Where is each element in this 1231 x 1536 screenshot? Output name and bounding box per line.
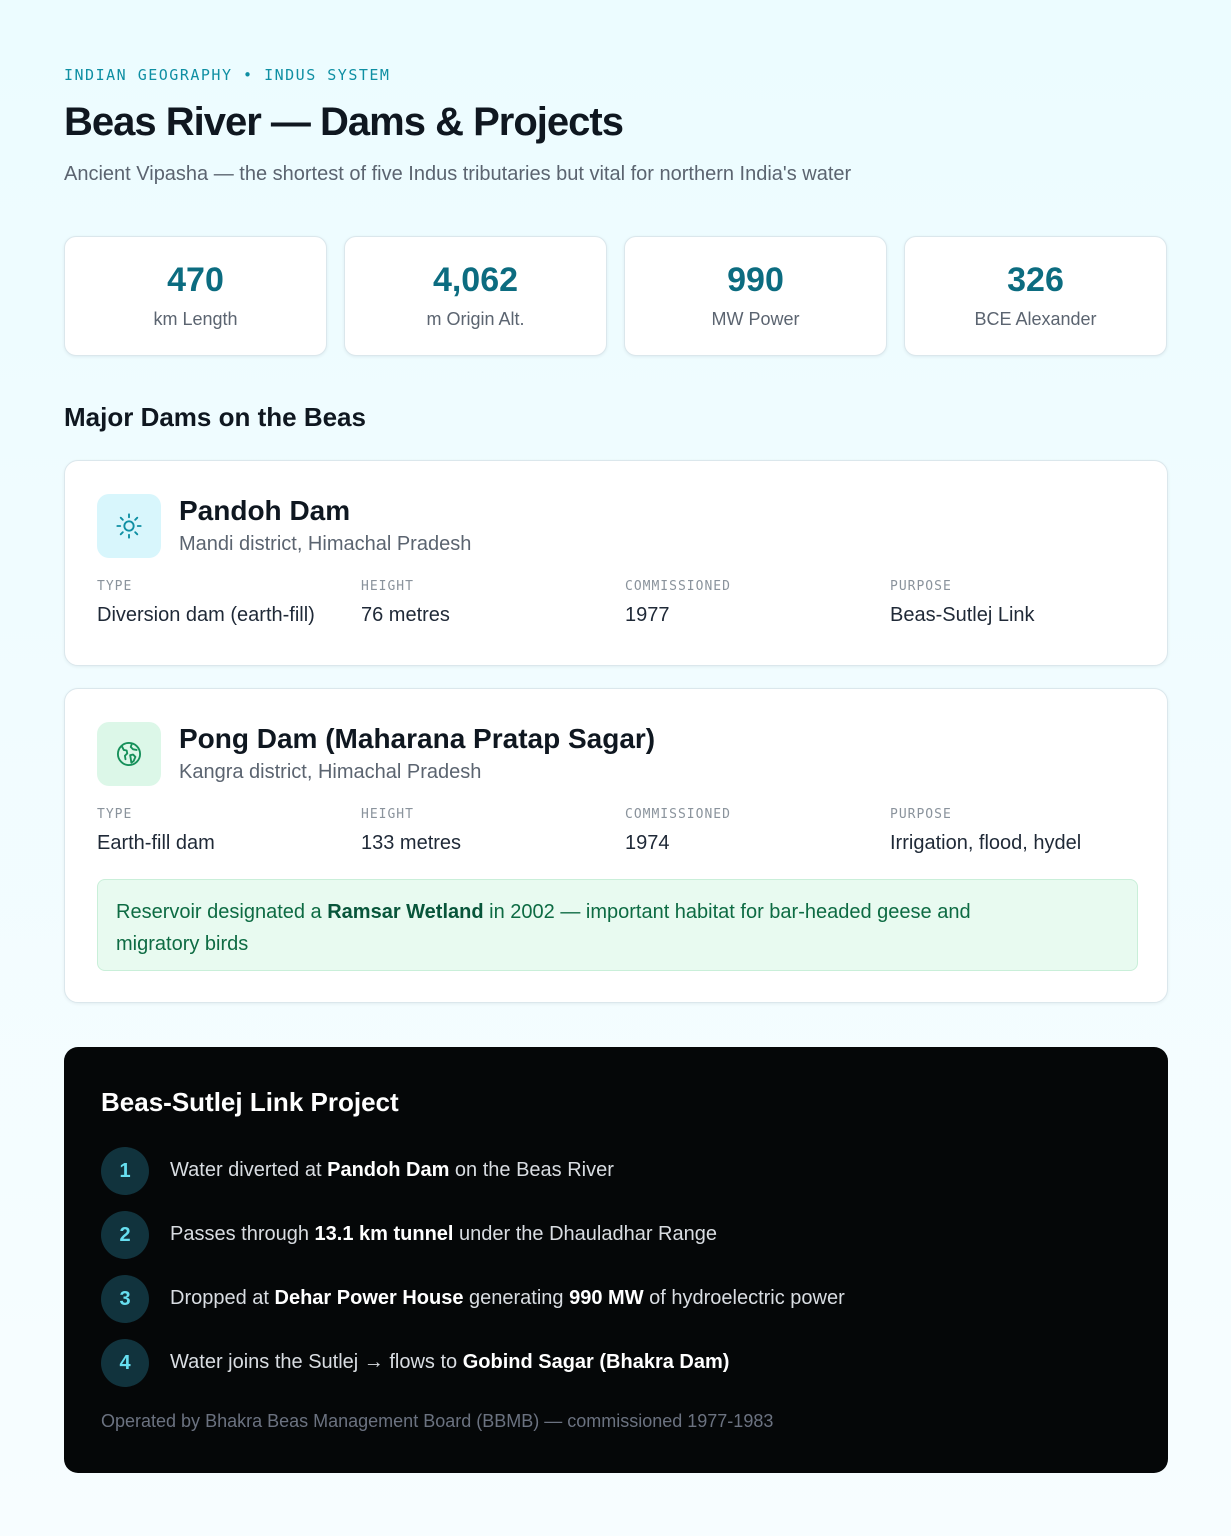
field-key: PURPOSE [890, 807, 952, 822]
field-value: 1977 [625, 604, 670, 626]
link-project-heading: Beas-Sutlej Link Project [101, 1087, 399, 1117]
field-key: TYPE [97, 807, 133, 822]
note-highlight: Ramsar Wetland [327, 901, 484, 923]
stat-value: 470 [167, 261, 224, 299]
stat-value: 4,062 [432, 261, 519, 299]
dam-name: Pandoh Dam [179, 495, 351, 526]
page-title: Beas River — Dams & Projects [64, 100, 623, 144]
field-value: Diversion dam (earth-fill) [97, 604, 315, 626]
field-key: TYPE [97, 579, 133, 594]
field-key: COMMISSIONED [625, 579, 731, 594]
step-text [170, 1351, 729, 1374]
step-text-part: on the Beas River [449, 1159, 614, 1181]
step-text-part: generating [463, 1287, 570, 1309]
dam-field-purpose [890, 579, 1150, 627]
stat-card-origin-altitude [344, 236, 607, 356]
step-text-bold: 13.1 km tunnel [314, 1223, 454, 1245]
field-value: 1974 [625, 832, 670, 854]
dam-icon-box [97, 494, 161, 558]
step-text-part: Water diverted at [170, 1159, 328, 1181]
stat-card-alexander [904, 236, 1167, 356]
step-text-part: under the Dhauladhar Range [453, 1223, 717, 1245]
stat-value: 326 [1007, 261, 1064, 299]
step-item [101, 1147, 1121, 1195]
step-text-bold: Gobind Sagar (Bhakra Dam) [462, 1351, 730, 1373]
step-text-part: Water joins the Sutlej → flows to [170, 1351, 463, 1373]
stat-value: 990 [727, 261, 784, 299]
step-text-part: Passes through [170, 1223, 315, 1245]
field-key: HEIGHT [361, 579, 414, 594]
step-number: 2 [101, 1211, 149, 1259]
step-item [101, 1275, 1121, 1323]
link-project-panel [64, 1047, 1168, 1473]
step-text [170, 1223, 717, 1246]
eyebrow: INDIAN GEOGRAPHY • INDUS SYSTEM [64, 66, 391, 84]
dam-name: Pong Dam (Maharana Pratap Sagar) [179, 723, 656, 754]
note-text: in 2002 — important habitat for bar-headed geese and [483, 901, 971, 923]
stat-label: m Origin Alt. [426, 309, 525, 329]
globe-icon [115, 740, 143, 768]
step-item [101, 1211, 1121, 1259]
stat-label: km Length [153, 309, 238, 329]
stat-card-length [64, 236, 327, 356]
dam-location: Kangra district, Himachal Pradesh [179, 761, 482, 783]
sun-icon [115, 512, 143, 540]
dam-card-pandoh [64, 460, 1168, 666]
field-value: 76 metres [361, 604, 450, 626]
field-value: 133 metres [361, 832, 462, 854]
stat-card-power [624, 236, 887, 356]
field-value: Earth-fill dam [97, 832, 215, 854]
stats-row [64, 236, 1168, 356]
step-number: 4 [101, 1339, 149, 1387]
dam-field-purpose [890, 807, 1150, 855]
step-text-part: of hydroelectric power [643, 1287, 845, 1309]
note-text: Reservoir designated a [116, 901, 328, 923]
dams-section-heading: Major Dams on the Beas [64, 402, 366, 432]
note-text: migratory birds [116, 933, 249, 955]
step-text [170, 1287, 845, 1310]
dam-field-commissioned [625, 579, 885, 627]
field-key: PURPOSE [890, 579, 952, 594]
page-subtitle: Ancient Vipasha — the shortest of five Indus tributaries but vital for northern India's water [64, 163, 852, 185]
dam-field-height [361, 579, 621, 627]
dam-field-commissioned [625, 807, 885, 855]
link-project-footer: Operated by Bhakra Beas Management Board (BBMB) — commissioned 1977-1983 [101, 1411, 774, 1431]
step-text [170, 1159, 614, 1182]
field-value: Irrigation, flood, hydel [890, 832, 1082, 854]
stat-label: MW Power [711, 309, 800, 329]
stat-label: BCE Alexander [974, 309, 1097, 329]
field-value: Beas-Sutlej Link [890, 604, 1035, 626]
dam-card-pong [64, 688, 1168, 1003]
step-number: 1 [101, 1147, 149, 1195]
dam-field-type [97, 579, 357, 627]
step-text-bold: Pandoh Dam [327, 1159, 450, 1181]
dam-icon-box [97, 722, 161, 786]
dam-field-type [97, 807, 357, 855]
field-key: HEIGHT [361, 807, 414, 822]
step-item [101, 1339, 1121, 1387]
dam-location: Mandi district, Himachal Pradesh [179, 533, 472, 555]
dam-field-height [361, 807, 621, 855]
step-text-part: Dropped at [170, 1287, 275, 1309]
field-key: COMMISSIONED [625, 807, 731, 822]
step-text-bold: 990 MW [569, 1287, 644, 1309]
ramsar-note [97, 879, 1138, 971]
step-number: 3 [101, 1275, 149, 1323]
step-text-bold: Dehar Power House [274, 1287, 464, 1309]
